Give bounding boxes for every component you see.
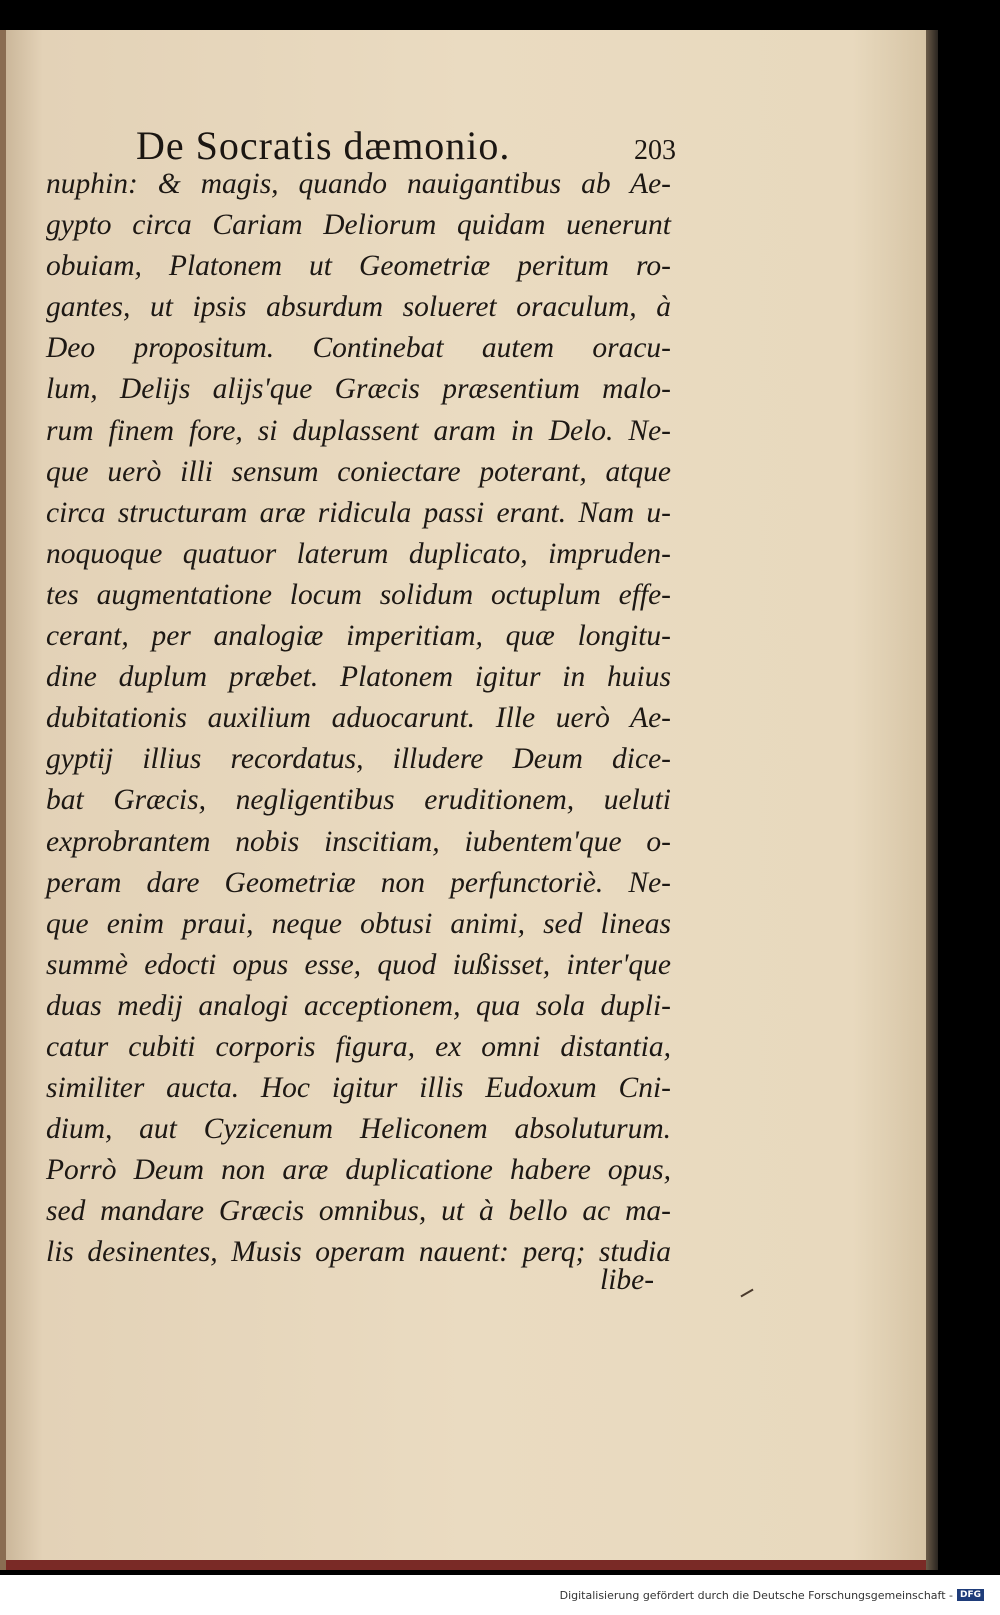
text-line: bat Græcis, negligentibus eruditionem, ueluti [46,784,671,817]
catchword: libe- [600,1264,655,1296]
text-line: gyptij illius recordatus, illudere Deum dice- [46,743,671,776]
text-line: dium, aut Cyzicenum Heliconem absoluturum. [46,1113,671,1146]
text-line: circa structuram aræ ridicula passi erant. Nam u- [46,496,671,529]
text-line: summè edocti opus esse, quod iußisset, inter'que [46,948,671,981]
text-line: rum finem fore, si duplassent aram in Delo. Ne- [46,414,671,447]
page-edge [926,30,938,1570]
text-line: gantes, ut ipsis absurdum solueret oraculum, à [46,291,671,324]
body-text [46,164,671,1274]
text-line: Porrò Deum non aræ duplicatione habere opus, [46,1154,671,1187]
text-line: dubitationis auxilium aduocarunt. Ille uerò Ae- [46,702,671,735]
running-title: De Socratis dæmonio. [136,123,511,168]
funding-credit: Digitalisierung gefördert durch die Deutsche Forschungsgemeinschaft - [559,1588,953,1602]
text-line: gypto circa Cariam Deliorum quidam uenerunt [46,209,671,242]
text-line: exprobrantem nobis inscitiam, iubentem'que o- [46,825,671,858]
text-line: duas medij analogi acceptionem, qua sola dupli- [46,989,671,1022]
text-line: que uerò illi sensum coniectare poterant, atque [46,455,671,488]
text-line: sed mandare Græcis omnibus, ut à bello ac ma- [46,1195,671,1228]
footer-bar [0,1575,1000,1615]
text-line: noquoque quatuor laterum duplicato, impruden- [46,537,671,570]
page-header [136,122,676,169]
text-line: dine duplum præbet. Platonem igitur in huius [46,661,671,694]
text-line: catur cubiti corporis figura, ex omni distantia, [46,1030,671,1063]
dfg-logo: DFG [957,1589,984,1601]
text-line: peram dare Geometriæ non perfunctoriè. Ne- [46,866,671,899]
text-line: que enim praui, neque obtusi animi, sed lineas [46,907,671,940]
page-number: 203 [634,135,676,166]
text-line: similiter aucta. Hoc igitur illis Eudoxum Cni- [46,1072,671,1105]
text-line: nuphin: & magis, quando nauigantibus ab Ae- [46,168,671,200]
text-line: lum, Delijs alijs'que Græcis præsentium malo- [46,373,671,406]
text-line: Deo propositum. Continebat autem oracu- [46,332,671,365]
text-line: lis desinentes, Musis operam nauent: perq; studia [46,1236,671,1269]
text-line: cerant, per analogiæ imperitiam, quæ longitu- [46,620,671,653]
text-line: tes augmentatione locum solidum octuplum effe- [46,578,671,611]
text-line: obuiam, Platonem ut Geometriæ peritum ro- [46,250,671,283]
